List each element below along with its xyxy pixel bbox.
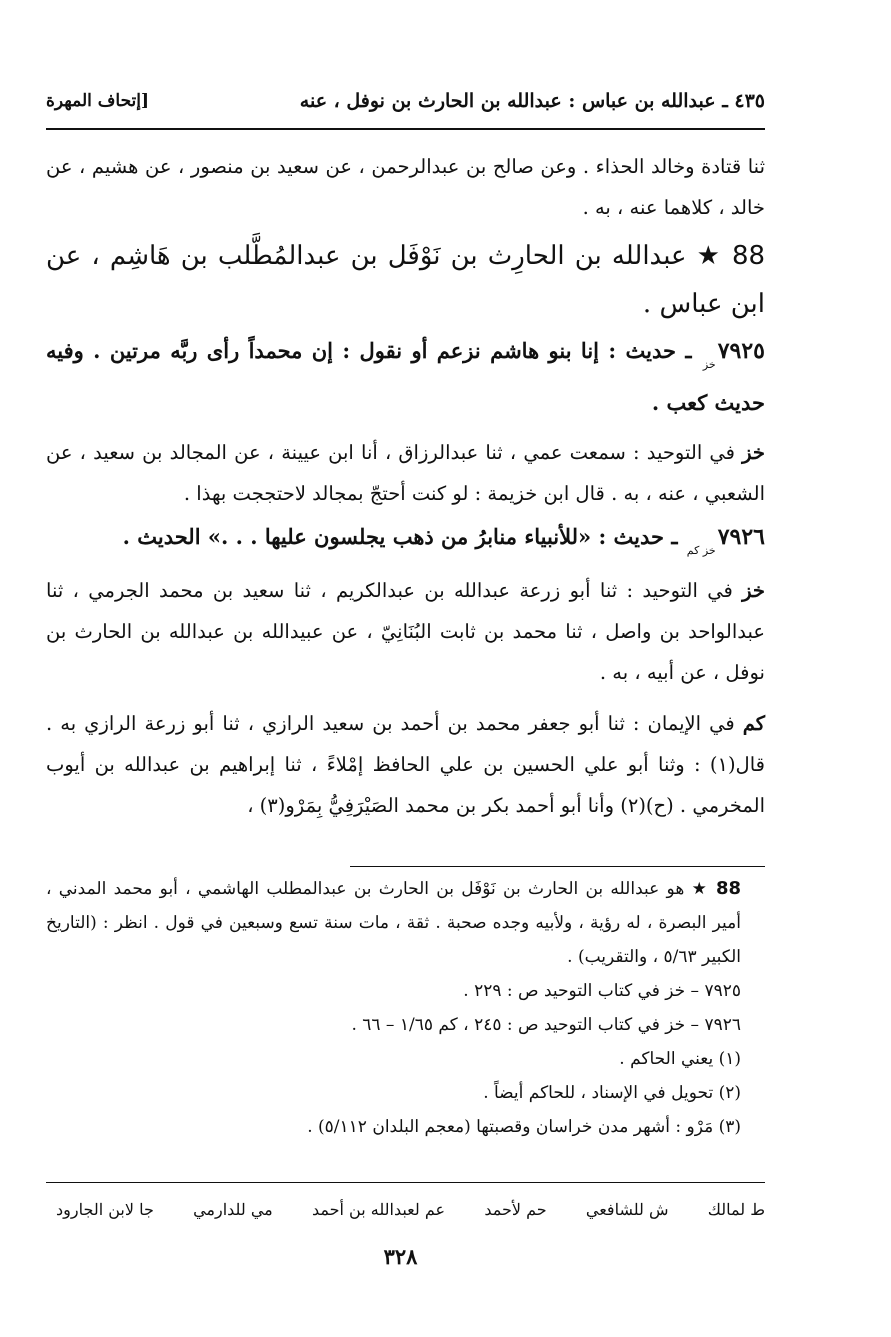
source-mark: خز كم [686, 544, 716, 557]
footnote-biography [46, 872, 741, 974]
paragraph-takhrij [46, 703, 765, 826]
hadith-number: ٧٩٢٥ [717, 338, 765, 364]
hadith-text: ـ حديث : «للأنبياء منابرُ من ذهب يجلسون عليها . . .» الحديث . [122, 524, 678, 549]
abbreviations-rule [46, 1182, 765, 1183]
abbreviation-item: ط لمالك [707, 1199, 765, 1219]
abbreviation-item: جا لابن الجارود [56, 1199, 154, 1219]
hadith-number: ٧٩٢٦ [717, 524, 765, 550]
source-abbrev: خز [742, 441, 765, 464]
source-mark: خز [702, 358, 716, 371]
star-icon: ★ [691, 879, 709, 899]
footnote-item: ٧٩٢٦ – خز في كتاب التوحيد ص : ٢٤٥ ، كم ١/٦٥ – ٦٦ . [351, 1015, 741, 1035]
paragraph-text: في التوحيد : ثنا أبو زرعة عبدالله بن عبدالكريم ، ثنا سعيد بن محمد الجرمي ، ثنا عبدالواحد بن واصل ، ثنا محمد بن ثابت البُنَانِيّ ، عن عبيدالله بن عبدالله بن الحارث بن نوفل ، عن أبيه ، به . [46, 579, 765, 684]
footnote-item: (٢) تحويل في الإسناد ، للحاكم أيضاً . [483, 1083, 741, 1103]
abbreviation-item: ش للشافعي [585, 1199, 669, 1219]
footnote-text: هو عبدالله بن الحارث بن نَوْفَل بن الحارث بن عبدالمطلب الهاشمي ، أبو محمد المدني ، أمير البصرة ، له رؤية ، ولأبيه وجده صحبة . ثقة ، مات سنة تسع وسبعين في قول . انظر : (التاريخ الكبير ٥/٦٣ ، والتقريب) . [46, 879, 741, 967]
abbreviation-item: حم لأحمد [484, 1199, 547, 1219]
header-book-name: [إتحاف المهرة [46, 91, 150, 111]
paragraph-text: في الإيمان : ثنا أبو جعفر محمد بن أحمد بن سعيد الرازي ، ثنا أبو زرعة الرازي به . قال(١) : وثنا أبو علي الحسين بن علي الحافظ إمْلاءً ، ثنا إبراهيم بن عبدالله بن أيوب المخرمي . (ح)(٢) وأنا أبو أحمد بكر بن محمد الصَيْرَفِيُّ بِمَرْو(٣) ، [46, 712, 765, 817]
source-abbrev: كم [742, 712, 765, 735]
paragraph-takhrij [46, 570, 765, 693]
hadith-text: ـ حديث : إنا بنو هاشم نزعم أو نقول : إن محمداً رأى ربَّه مرتين . وفيه حديث كعب . [46, 338, 765, 415]
main-text [46, 146, 765, 826]
footnote-rule [350, 866, 765, 867]
entry-number: 88 [731, 241, 766, 271]
paragraph-text: في التوحيد : سمعت عمي ، ثنا عبدالرزاق ، أنا ابن عيينة ، عن المجالد بن سعيد ، عن الشعبي ، عنه ، به . قال ابن خزيمة : لو كنت أحتجّ بمجالد لاحتججت بهذا . [46, 441, 765, 505]
abbreviation-item: عم لعبدالله بن أحمد [311, 1199, 446, 1219]
footnote-item: ٧٩٢٥ – خز في كتاب التوحيد ص : ٢٢٩ . [463, 981, 741, 1001]
abbreviation-item: مي للدارمي [193, 1199, 273, 1219]
paragraph-continuation: ثنا قتادة وخالد الحذاء . وعن صالح بن عبدالرحمن ، عن سعيد بن منصور ، عن هشيم ، عن خالد ، كلاهما عنه ، به . [46, 155, 765, 219]
footnote-item: (١) يعني الحاكم . [619, 1049, 741, 1069]
abbreviations-key [56, 1192, 765, 1226]
source-abbrev: خز [742, 579, 765, 602]
header-title: ٤٣٥ ـ عبدالله بن عباس : عبدالله بن الحارث بن نوفل ، عنه [299, 90, 765, 112]
header-rule [46, 128, 765, 130]
footnotes [46, 872, 741, 1144]
page-number: ٣٢٨ [383, 1244, 418, 1269]
star-icon: ★ [696, 241, 722, 271]
paragraph-takhrij [46, 432, 765, 514]
footnote-number: 88 [715, 878, 742, 899]
running-header [46, 84, 765, 118]
hadith-7926 [46, 518, 765, 570]
entry-title: عبدالله بن الحارِث بن نَوْفَل بن عبدالمُطَّلب بن هَاشِم ، عن ابن عباس . [46, 241, 765, 319]
hadith-7925 [46, 332, 765, 422]
footnote-item: (٣) مَرْو : أشهر مدن خراسان وقصبتها (معجم البلدان ٥/١١٢) . [307, 1117, 741, 1137]
entry-heading [46, 232, 765, 328]
